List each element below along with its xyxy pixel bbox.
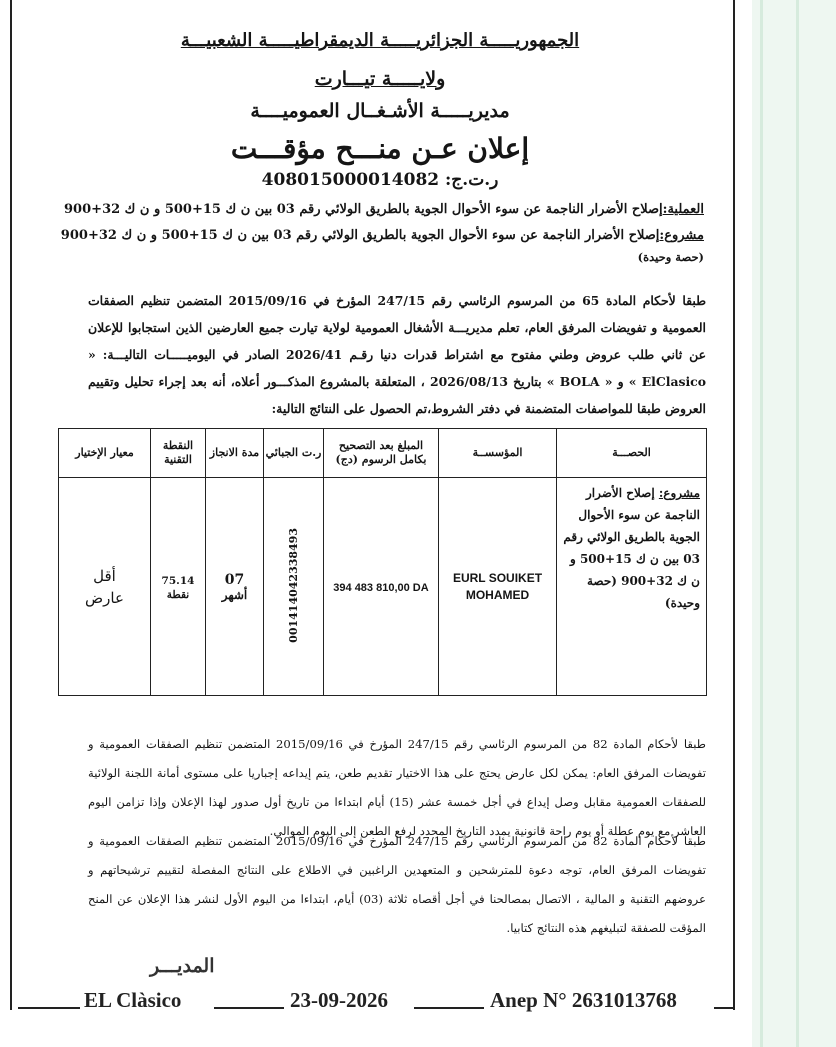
- cell-duration-unit: أشهر: [221, 587, 248, 602]
- table-header-row: [59, 429, 707, 478]
- header-lot: الحصـــة: [557, 429, 707, 478]
- cell-duration-value: 07: [224, 571, 245, 588]
- header-duration: مدة الانجاز: [206, 429, 264, 478]
- cell-company-text: EURL SOUIKET MOHAMED: [452, 570, 543, 602]
- footer-anep: Anep N° 2631013768: [490, 988, 677, 1012]
- scan-line: [796, 0, 799, 1047]
- page-title: إعلان عـن منـــح مؤقـــت: [230, 132, 530, 165]
- wilaya-heading: ولايـــــة تيـــارت: [314, 68, 446, 90]
- project-label: مشروع:: [659, 228, 704, 243]
- director-signature: المديـــر: [150, 955, 215, 977]
- footer-rule: [18, 1007, 80, 1009]
- scan-margin: [752, 0, 836, 1047]
- cell-duration: [206, 478, 264, 696]
- cell-criterion: [59, 478, 151, 696]
- cell-lot-suffix: (حصة وحيدة): [586, 574, 700, 610]
- results-table: [58, 428, 707, 696]
- operation-text: إصلاح الأضرار الناجمة عن سوء الأحوال الجوية بالطريق الولائي رقم 03 بين ن ك 15+500 و ن ك 32+900: [64, 202, 663, 217]
- cell-score-text: 75.14 نقطة: [161, 574, 195, 601]
- republic-heading: الجمهوريـــــة الجزائريـــــة الديمقراطيـــــة الشعبيـــة: [180, 30, 580, 51]
- cell-score: [151, 478, 206, 696]
- table-row: [59, 478, 707, 696]
- scan-line: [760, 0, 763, 1047]
- project-text: إصلاح الأضرار الناجمة عن سوء الأحوال الجوية بالطريق الولائي رقم 03 بين ن ك 15+500 و ن ك 32+900: [60, 228, 660, 243]
- operation-label: العملية:: [662, 202, 704, 217]
- operation-line: [64, 202, 704, 217]
- header-amount: المبلغ بعد التصحيح بكامل الرسوم (دج): [324, 429, 439, 478]
- direction-heading: مديريـــــة الأشـغــال العموميــــة: [250, 100, 510, 122]
- appeal-paragraph: طبقا لأحكام المادة 82 من المرسوم الرئاسي رقم 247/15 المؤرخ في 2015/09/16 المتضمن تنظيم الصفقات العمومية و تفويضات المرفق العام: يمكن لكل عارض يحتج على هذا الاختيار تقديم طعن، يتم إيداعه إجباريا على مستوى أمانة اللجنة الولائية للصفقات العمومية مقابل وصل إيداع في أجل خمسة عشر (15) أيام ابتداءا من تاريخ أول صدور لهذا الإعلان وإذا تزامن اليوم العاشر مع يوم عطلة أو يوم راحة قانونية يمدد التاريخ المحدد لرفع الطعن إلى اليوم الموالي.: [88, 737, 706, 838]
- cell-lot: [557, 478, 707, 696]
- intro-paragraph: طبقا لأحكام المادة 65 من المرسوم الرئاسي رقم 247/15 المؤرخ في 2015/09/16 المتضمن تنظيم الصفقات العمومية و تفويضات المرفق العام، تعلم مديريـــة الأشغال العمومية لولاية تيارت جميع العارضين الذين استجابوا للإعلان عن ثاني طلب عروض وطني مفتوح مع اشتراط قدرات دنيا رقـم 2026/41 الصادر في اليوميـــــات التاليـــة: « ElClasico » و « BOLA » بتاريخ 2026/08/13 ، المتعلقة بالمشروع المذكـــور أعلاه، أنه بعد إجراء تحليل وتقييم العروض طبقا للمواصفات المتضمنة في دفتر الشروط،تم الحصول على النتائج التالية:: [88, 293, 707, 416]
- footer-rule: [714, 1007, 734, 1009]
- cell-amount: [324, 478, 439, 696]
- footer-date: 23-09-2026: [290, 988, 388, 1012]
- frame-right-rule: [733, 0, 735, 1010]
- footer-newspaper: EL Clàsico: [84, 988, 182, 1012]
- reference-number: ر.ت.ج: 408015000014082: [261, 170, 499, 190]
- header-score: النقطة التقنية: [151, 429, 206, 478]
- cell-criterion-text: أقل عارض: [85, 566, 124, 607]
- header-nif: ر.ت الجبائي: [264, 429, 324, 478]
- project-line: [60, 228, 704, 243]
- consultation-paragraph: طبقا لأحكام المادة 82 من المرسوم الرئاسي رقم 247/15 المؤرخ في 2015/09/16 المتضمن تنظيم الصفقات العمومية و تفويضات المرفق العام، توجه دعوة للمترشحين و المتعهدين الراغبين في الاطلاع على النتائج المفصلة لتقييم ترشيحاتهم و عروضهم التقنية و المالية ، الاتصال بمصالحنا في أجل أقصاه ثلاثة (03) أيام، ابتداءا من اليوم الأول لنشر هذا الإعلان عن المنح المؤقت للصفقة لتبليغهم هذه النتائج كتابيا.: [88, 834, 706, 935]
- cell-lot-label: مشروع:: [658, 486, 700, 500]
- cell-nif-text: 001414042338493: [287, 527, 300, 643]
- cell-company: [439, 478, 557, 696]
- header-company: المؤسســة: [439, 429, 557, 478]
- footer-rule: [214, 1007, 284, 1009]
- header-criterion: معيار الإختيار: [59, 429, 151, 478]
- footer-rule: [414, 1007, 484, 1009]
- cell-amount-text: 394 483 810,00 DA: [333, 581, 429, 594]
- cell-nif: [264, 478, 324, 696]
- cell-lot-text: إصلاح الأضرار الناجمة عن سوء الأحوال الجوية بالطريق الولائي رقم 03 بين ن ك 15+500 و ن ك 32+900: [563, 486, 700, 588]
- project-lot: (حصة وحيدة): [637, 250, 704, 264]
- frame-left-rule: [10, 0, 12, 1010]
